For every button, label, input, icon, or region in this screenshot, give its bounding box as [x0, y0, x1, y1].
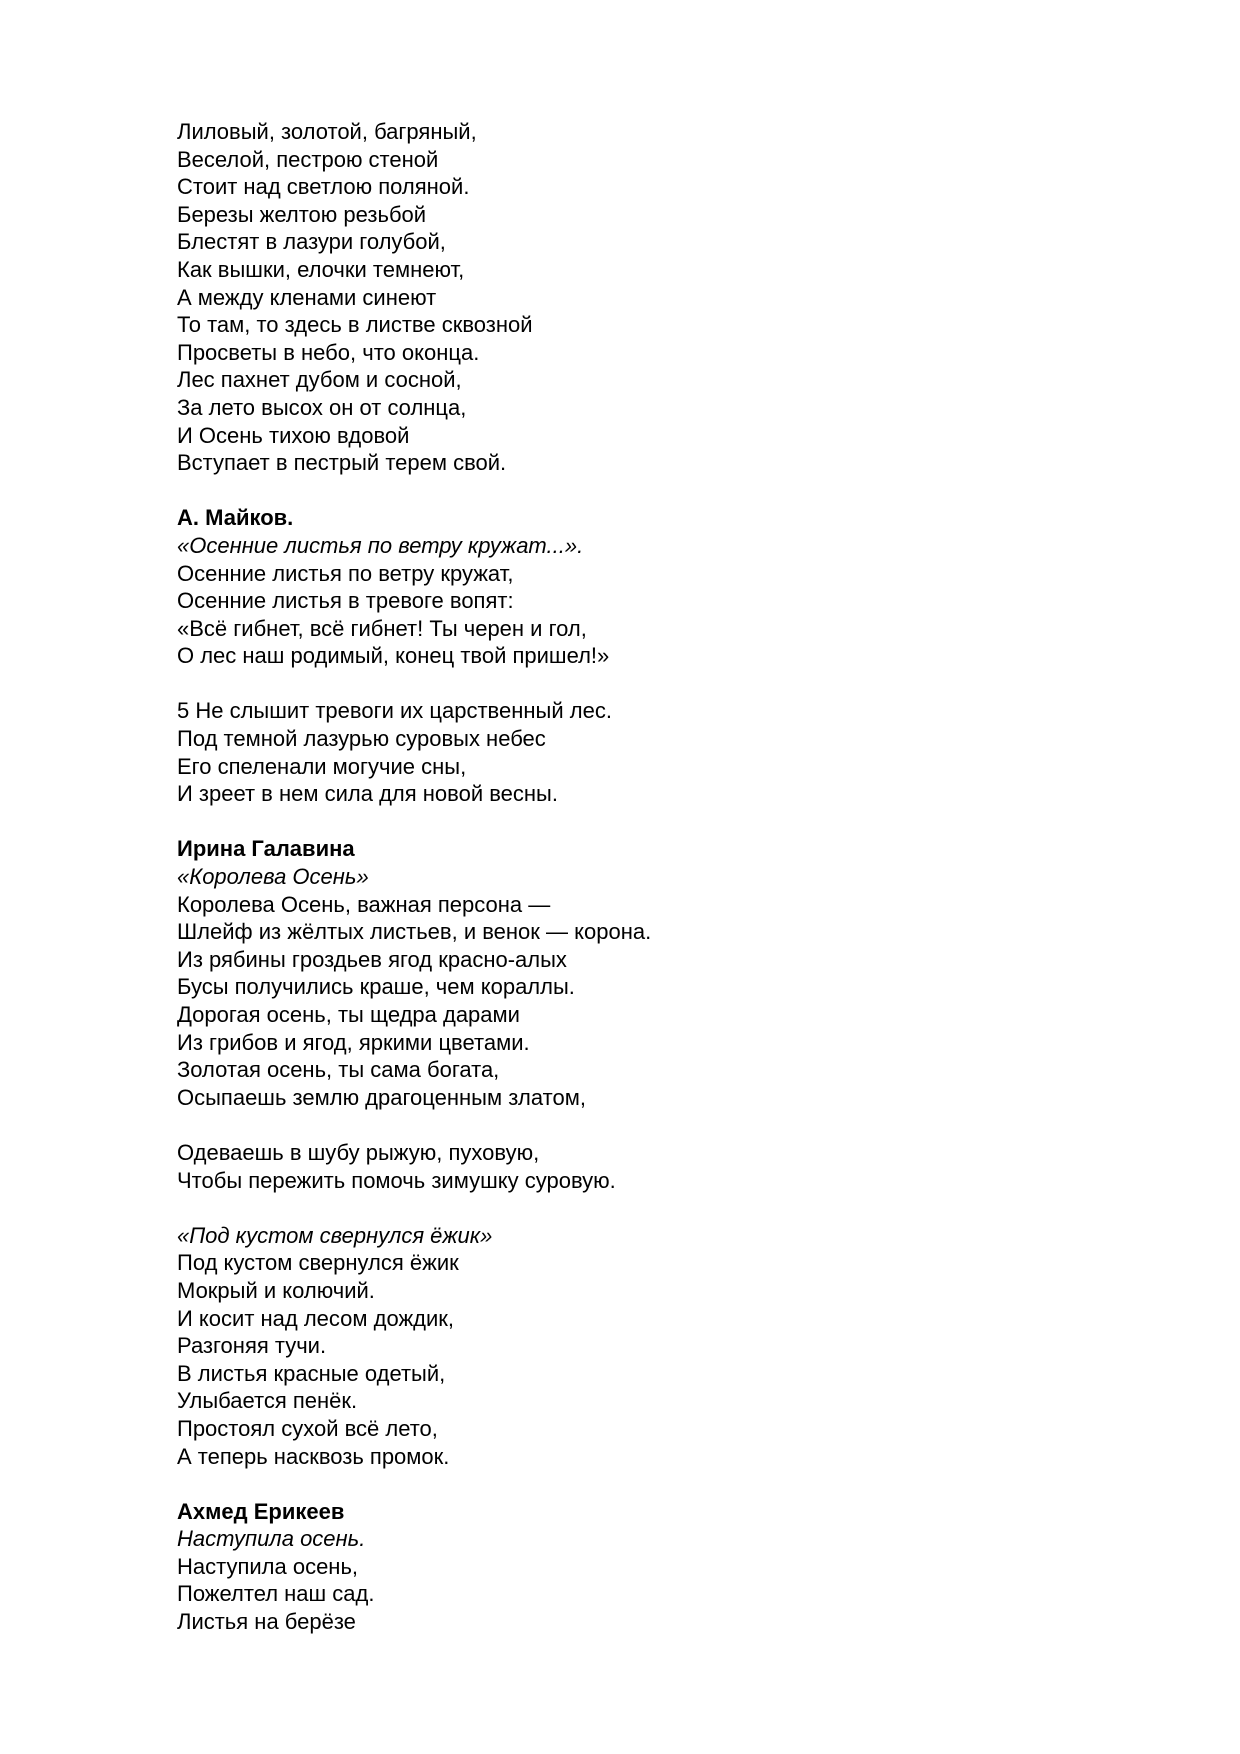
poem-title: «Под кустом свернулся ёжик»: [177, 1222, 493, 1248]
poem-title: «Осенние листья по ветру кружат...».: [177, 532, 584, 558]
poem-line: О лес наш родимый, конец твой пришел!»: [177, 643, 610, 669]
poem-title: Наступила осень.: [177, 1526, 366, 1552]
poem-line: Улыбается пенёк.: [177, 1388, 358, 1414]
poem-line: Осенние листья по ветру кружат,: [177, 560, 514, 586]
poem-line: А теперь насквозь промок.: [177, 1443, 450, 1469]
poem-line: Разгоняя тучи.: [177, 1333, 327, 1359]
poem-line: И зреет в нем сила для новой весны.: [177, 781, 558, 807]
poem-line: Мокрый и колючий.: [177, 1277, 375, 1303]
poem-line: За лето высох он от солнца,: [177, 394, 467, 420]
poem-line: Как вышки, елочки темнеют,: [177, 256, 465, 282]
poem-line: А между кленами синеют: [177, 284, 437, 310]
poem-line: Лес пахнет дубом и сосной,: [177, 367, 462, 393]
poem-line: Наступила осень,: [177, 1553, 359, 1579]
poem-line: Осыпаешь землю драгоценным златом,: [177, 1084, 586, 1110]
blank-line: [177, 1470, 1177, 1498]
poem-line: Березы желтою резьбой: [177, 201, 427, 227]
poem-line: Шлейф из жёлтых листьев, и венок — корона.: [177, 919, 652, 945]
poem-line: Чтобы пережить помочь зимушку суровую.: [177, 1167, 616, 1193]
poem-line: 5 Не слышит тревоги их царственный лес.: [177, 698, 612, 724]
blank-line: [177, 1111, 1177, 1139]
poem-line: В листья красные одетый,: [177, 1360, 446, 1386]
poem-line: И Осень тихою вдовой: [177, 422, 410, 448]
document-body: [177, 118, 1177, 1636]
poem-stanza: [177, 1139, 1177, 1194]
poem-line: И косит над лесом дождик,: [177, 1305, 455, 1331]
blank-line: [177, 670, 1177, 698]
poem-line: Под темной лазурью суровых небес: [177, 726, 546, 752]
poem-author: Ирина Галавина: [177, 836, 355, 862]
poem-line: Дорогая осень, ты щедра дарами: [177, 1002, 520, 1027]
poem-title: «Королева Осень»: [177, 864, 369, 890]
poem-line: Бусы получились краше, чем кораллы.: [177, 974, 575, 1000]
poem-line: Одеваешь в шубу рыжую, пуховую,: [177, 1139, 540, 1165]
poem-line: Пожелтел наш сад.: [177, 1581, 375, 1607]
poem-stanza: [177, 1249, 1177, 1470]
poem-author: А. Майков.: [177, 505, 294, 531]
poem-stanza: [177, 891, 1177, 1112]
poem-line: Стоит над светлою поляной.: [177, 174, 470, 200]
poem-stanza: [177, 697, 1177, 807]
poem-line: Просветы в небо, что оконца.: [177, 339, 480, 365]
poem-line: Листья на берёзе: [177, 1609, 356, 1635]
poem-line: Блестят в лазури голубой,: [177, 229, 446, 255]
poem-line: Лиловый, золотой, багряный,: [177, 119, 477, 144]
poem-line: Золотая осень, ты сама богата,: [177, 1057, 500, 1083]
poem-line: «Всё гибнет, всё гибнет! Ты черен и гол,: [177, 615, 587, 641]
poem-stanza: [177, 118, 1177, 477]
poem-stanza: [177, 1553, 1177, 1636]
poem-line: Из рябины гроздьев ягод красно-алых: [177, 946, 567, 972]
poem-line: Королева Осень, важная персона —: [177, 891, 551, 917]
poem-author: Ахмед Ерикеев: [177, 1498, 345, 1524]
blank-line: [177, 808, 1177, 836]
poem-line: Его спеленали могучие сны,: [177, 753, 467, 779]
poem-line: То там, то здесь в листве сквозной: [177, 312, 533, 338]
poem-line: Вступает в пестрый терем свой.: [177, 450, 507, 476]
blank-line: [177, 477, 1177, 505]
poem-line: Осенние листья в тревоге вопят:: [177, 588, 514, 614]
poem-stanza: [177, 560, 1177, 670]
poem-line: Веселой, пестрою стеной: [177, 146, 439, 172]
poem-line: Под кустом свернулся ёжик: [177, 1250, 459, 1276]
poem-line: Из грибов и ягод, яркими цветами.: [177, 1029, 530, 1055]
blank-line: [177, 1194, 1177, 1222]
poem-line: Простоял сухой всё лето,: [177, 1415, 438, 1441]
